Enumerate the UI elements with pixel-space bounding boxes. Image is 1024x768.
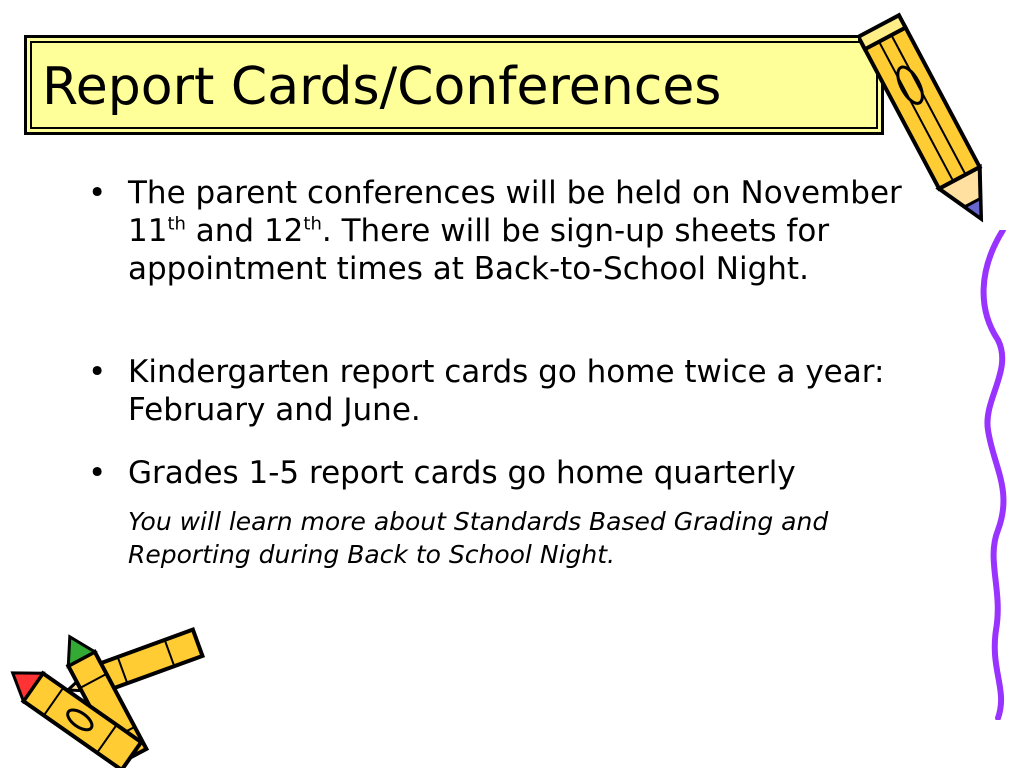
- pencil-icon: [858, 4, 1008, 244]
- standards-note: You will learn more about Standards Based Grading and Reporting during Back to School Night.: [128, 507, 829, 569]
- bullet-text: Grades 1-5 report cards go home quarterly: [128, 455, 796, 491]
- bullet-text-part: and 12: [185, 213, 304, 249]
- ordinal-suffix: th: [303, 213, 322, 235]
- bullet-text: [128, 174, 928, 288]
- bullet-dot-icon: •: [88, 455, 107, 491]
- bullet-text: Kindergarten report cards go home twice a year: February and June.: [128, 354, 885, 428]
- bullet-item-conferences: [88, 174, 928, 288]
- crayon-icon: [0, 618, 210, 768]
- ordinal-suffix: th: [167, 213, 186, 235]
- bullet-dot-icon: •: [88, 354, 107, 390]
- bullet-item-grades: [88, 454, 928, 492]
- bullet-item-kindergarten: [88, 353, 928, 429]
- squiggle-line-icon: [968, 230, 1018, 720]
- slide-title: Report Cards/Conferences: [42, 57, 722, 117]
- bullet-text-part: . There will be sign-up sheets for appointment times at Back-to-School Night.: [128, 213, 830, 287]
- bullet-dot-icon: •: [88, 175, 107, 211]
- bullet-text-part: The parent conferences will be held on November 11: [128, 175, 902, 249]
